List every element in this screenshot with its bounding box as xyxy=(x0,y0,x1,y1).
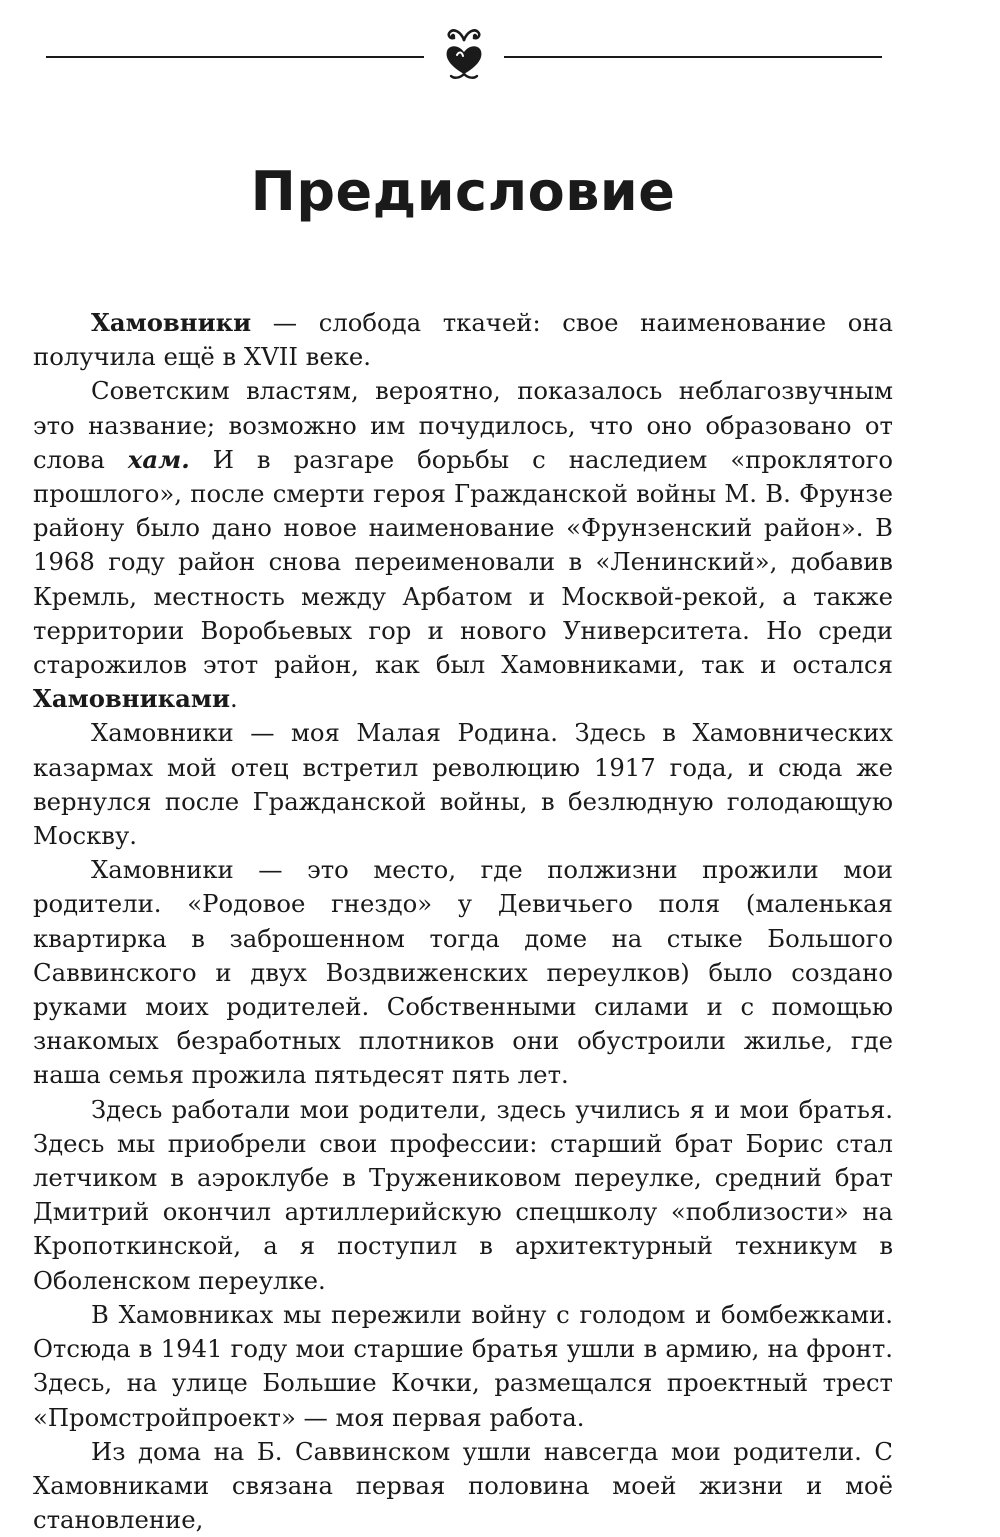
term-bold: Хамовники xyxy=(91,308,252,337)
paragraph-7: Из дома на Б. Саввинском ушли навсегда мои родители. С Хамовниками связана первая половина моей жизни и моё становление, xyxy=(33,1436,893,1535)
divider-right xyxy=(504,56,882,58)
page-title: Предисловие xyxy=(250,160,676,223)
body-text xyxy=(33,306,893,1537)
paragraph-5: Здесь работали мои родители, здесь учились я и мои братья. Здесь мы приобрели свои профессии: старший брат Борис стал летчиком в аэроклубе в Тружениковом переулке, средний брат Дмитрий окончил артиллерийскую спецшколу «поблизости» на Кропоткинской, а я поступил в архитектурный техникум в Оболенском переулке. xyxy=(33,1094,893,1295)
paragraph-4: Хамовники — это место, где полжизни прожили мои родители. «Родовое гнездо» у Девичьего поля (маленькая квартирка в заброшенном тогда доме на стыке Большого Саввинского и двух Воздвиженских переулков) было создано руками моих родителей. Собственными силами и с помощью знакомых безработных плотников они обустроили жилье, где наша семья прожила пятьдесят пять лет. xyxy=(33,855,893,1090)
term-bold-end: Хамовниками xyxy=(33,684,231,714)
paragraph-1: Хамовники — слобода ткачей: свое наименование она получила ещё в XVII веке. xyxy=(33,308,893,372)
heart-flourish-icon xyxy=(432,22,496,82)
paragraph-2: Советским властям, вероятно, показалось неблагозвучным это название; возможно им почудилось, что оно образовано от слова хам. И в разгаре борьбы с наследием «проклятого прошлого», после смерти героя Гражданской войны М. В. Фрунзе району было дано новое наименование «Фрунзенский район». В 1968 году район снова переименовали в «Ленинский», добавив Кремль, местность между Арбатом и Москвой-рекой, а также территории Воробьевых гор и нового Университета. Но среди старожилов этот район, как был Хамовниками, так и остался Хамовниками. xyxy=(33,376,893,714)
paragraph-3: Хамовники — моя Малая Родина. Здесь в Хамовнических казармах мой отец встретил революцию 1917 года, и сюда же вернулся после Гражданской войны, в безлюдную голодающую Москву. xyxy=(33,718,893,851)
paragraph-6: В Хамовниках мы пережили войну с голодом и бомбежками. Отсюда в 1941 году мои старшие братья ушли в армию, на фронт. Здесь, на улице Большие Кочки, размещался проектный трест «Промстройпроект» — моя первая работа. xyxy=(33,1299,893,1432)
header-ornament xyxy=(46,22,882,82)
divider-left xyxy=(46,56,424,58)
word-emphasis: хам. xyxy=(127,444,190,474)
